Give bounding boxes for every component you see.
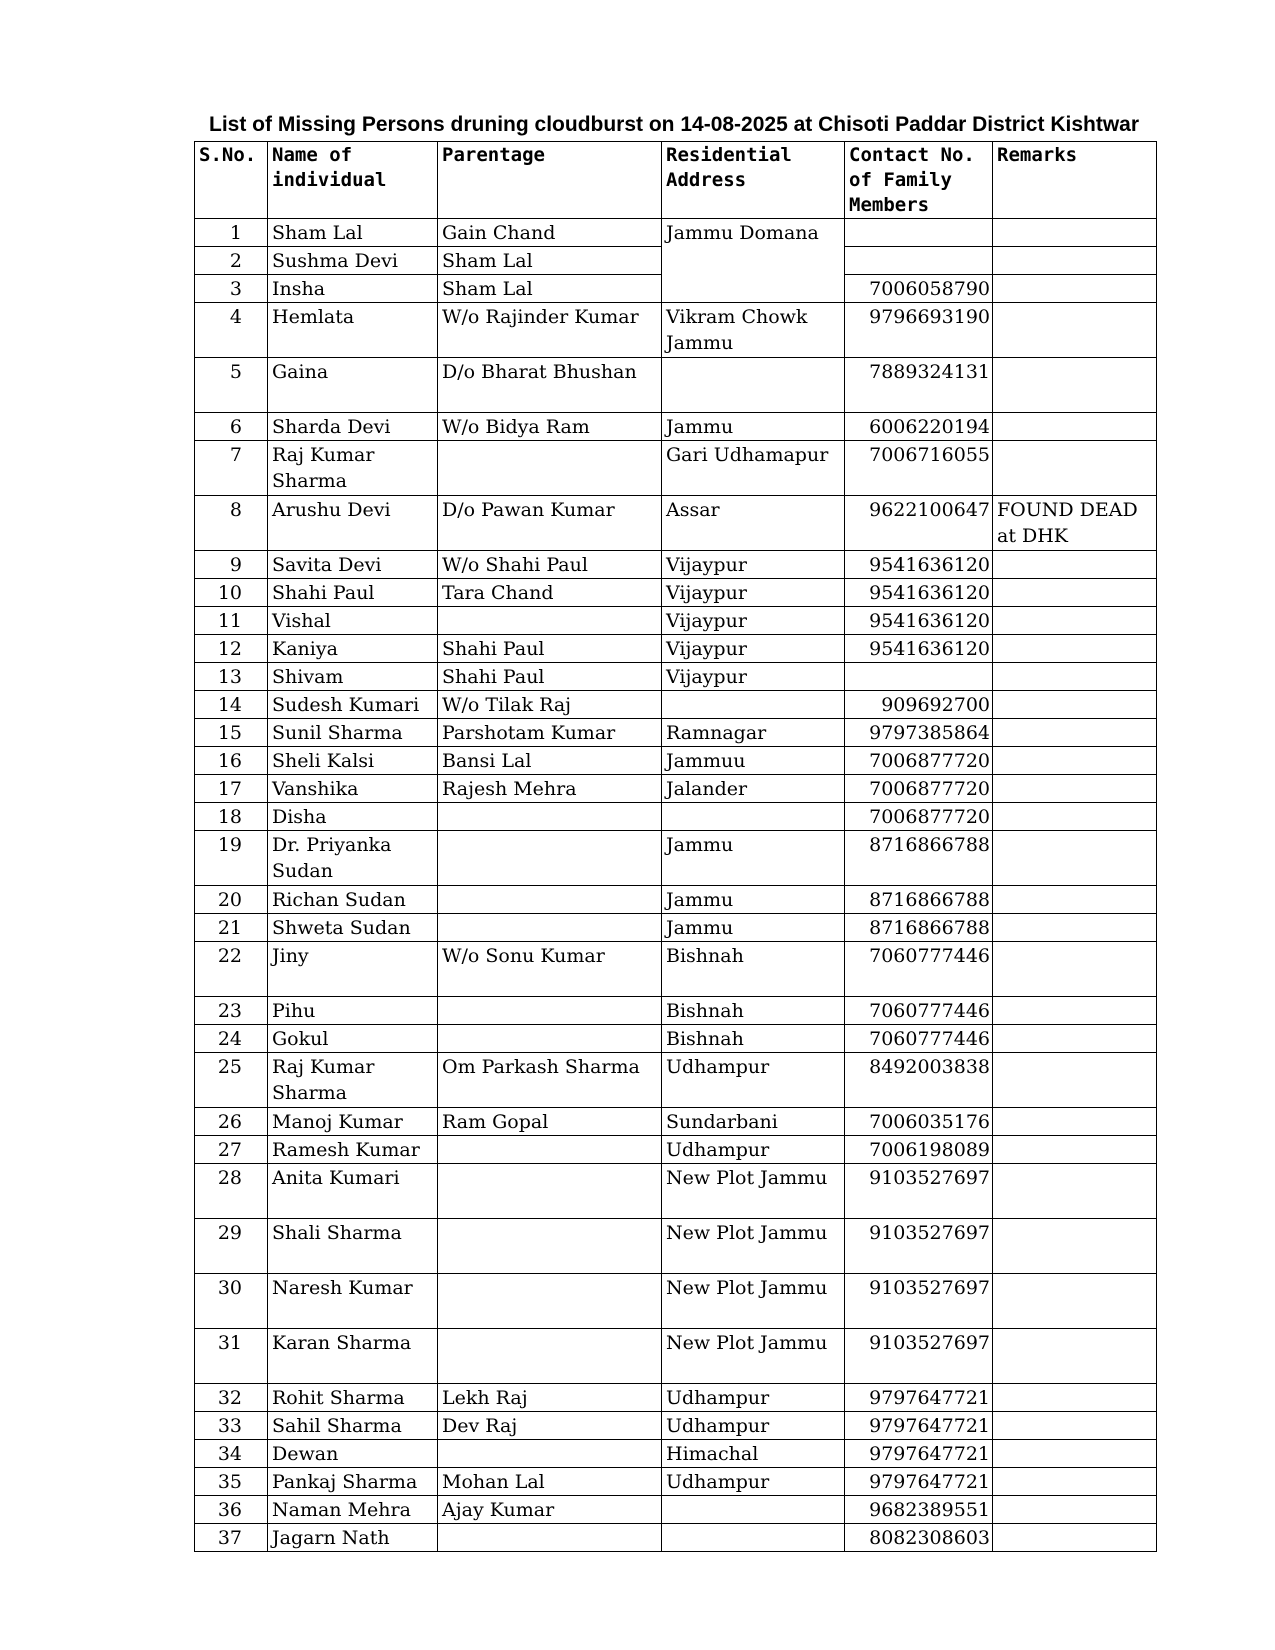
cell-address: Vijaypur [662, 635, 845, 663]
cell-sno: 22 [195, 942, 268, 997]
cell-address: Ramnagar [662, 719, 845, 747]
cell-sno: 9 [195, 551, 268, 579]
cell-remarks [993, 997, 1157, 1025]
cell-sno: 1 [195, 219, 268, 247]
cell-contact: 7006035176 [845, 1108, 993, 1136]
cell-parentage: Gain Chand [438, 219, 662, 247]
table-row [195, 719, 1157, 747]
cell-name: Raj Kumar Sharma [268, 1053, 438, 1108]
table-row [195, 663, 1157, 691]
cell-contact: 9797647721 [845, 1412, 993, 1440]
table-row [195, 775, 1157, 803]
cell-remarks [993, 1496, 1157, 1524]
cell-sno: 34 [195, 1440, 268, 1468]
cell-name: Sushma Devi [268, 247, 438, 275]
cell-parentage [438, 1219, 662, 1274]
cell-name: Shivam [268, 663, 438, 691]
cell-sno: 14 [195, 691, 268, 719]
cell-contact: 9541636120 [845, 579, 993, 607]
cell-sno: 33 [195, 1412, 268, 1440]
table-row [195, 886, 1157, 914]
cell-contact: 9797647721 [845, 1384, 993, 1412]
cell-contact: 7060777446 [845, 997, 993, 1025]
cell-address: Jammu [662, 914, 845, 942]
cell-sno: 12 [195, 635, 268, 663]
cell-sno: 5 [195, 358, 268, 413]
cell-address: Gari Udhamapur [662, 441, 845, 496]
cell-address: Vijaypur [662, 663, 845, 691]
table-row [195, 1412, 1157, 1440]
cell-name: Shweta Sudan [268, 914, 438, 942]
table-row [195, 1164, 1157, 1219]
cell-contact: 7006877720 [845, 747, 993, 775]
cell-address: Jammu Domana [662, 219, 845, 303]
cell-contact: 9682389551 [845, 1496, 993, 1524]
table-row [195, 997, 1157, 1025]
cell-remarks [993, 1108, 1157, 1136]
cell-parentage [438, 1136, 662, 1164]
cell-contact: 9541636120 [845, 635, 993, 663]
cell-parentage: Lekh Raj [438, 1384, 662, 1412]
cell-name: Anita Kumari [268, 1164, 438, 1219]
table-row [195, 803, 1157, 831]
cell-name: Dr. Priyanka Sudan [268, 831, 438, 886]
cell-remarks [993, 747, 1157, 775]
cell-address: New Plot Jammu [662, 1274, 845, 1329]
cell-contact: 9622100647 [845, 496, 993, 551]
cell-contact: 8716866788 [845, 914, 993, 942]
table-row [195, 914, 1157, 942]
cell-remarks [993, 358, 1157, 413]
cell-address: Udhampur [662, 1468, 845, 1496]
cell-parentage [438, 441, 662, 496]
cell-remarks [993, 1053, 1157, 1108]
cell-contact [845, 247, 993, 275]
cell-sno: 19 [195, 831, 268, 886]
cell-address: Sundarbani [662, 1108, 845, 1136]
cell-contact: 7006198089 [845, 1136, 993, 1164]
cell-name: Dewan [268, 1440, 438, 1468]
table-row [195, 413, 1157, 441]
cell-name: Sheli Kalsi [268, 747, 438, 775]
cell-contact: 7006877720 [845, 775, 993, 803]
table-row [195, 1384, 1157, 1412]
cell-sno: 18 [195, 803, 268, 831]
header-parentage: Parentage [438, 142, 662, 219]
cell-parentage [438, 886, 662, 914]
cell-parentage: Tara Chand [438, 579, 662, 607]
cell-contact: 7060777446 [845, 1025, 993, 1053]
cell-sno: 35 [195, 1468, 268, 1496]
cell-remarks [993, 914, 1157, 942]
cell-name: Pihu [268, 997, 438, 1025]
cell-contact: 9797647721 [845, 1440, 993, 1468]
table-row [195, 691, 1157, 719]
cell-sno: 20 [195, 886, 268, 914]
cell-parentage: Ram Gopal [438, 1108, 662, 1136]
cell-name: Sharda Devi [268, 413, 438, 441]
cell-name: Sudesh Kumari [268, 691, 438, 719]
cell-address: Jammuu [662, 747, 845, 775]
cell-remarks [993, 1136, 1157, 1164]
cell-contact: 909692700 [845, 691, 993, 719]
cell-address: Udhampur [662, 1053, 845, 1108]
cell-sno: 29 [195, 1219, 268, 1274]
cell-address [662, 691, 845, 719]
cell-sno: 36 [195, 1496, 268, 1524]
cell-contact: 8492003838 [845, 1053, 993, 1108]
cell-address: Jammu [662, 831, 845, 886]
cell-sno: 23 [195, 997, 268, 1025]
cell-contact [845, 663, 993, 691]
cell-remarks [993, 551, 1157, 579]
table-row [195, 831, 1157, 886]
table-row [195, 1329, 1157, 1384]
cell-name: Raj Kumar Sharma [268, 441, 438, 496]
cell-sno: 32 [195, 1384, 268, 1412]
header-contact: Contact No. of Family Members [845, 142, 993, 219]
cell-address: Bishnah [662, 1025, 845, 1053]
cell-remarks [993, 1384, 1157, 1412]
cell-remarks [993, 579, 1157, 607]
cell-address: New Plot Jammu [662, 1219, 845, 1274]
table-row [195, 219, 1157, 247]
cell-contact: 7006058790 [845, 275, 993, 303]
cell-parentage [438, 914, 662, 942]
cell-sno: 2 [195, 247, 268, 275]
cell-remarks: FOUND DEAD at DHK [993, 496, 1157, 551]
cell-remarks [993, 691, 1157, 719]
cell-parentage: Rajesh Mehra [438, 775, 662, 803]
cell-remarks [993, 1219, 1157, 1274]
cell-sno: 28 [195, 1164, 268, 1219]
cell-remarks [993, 663, 1157, 691]
cell-name: Manoj Kumar [268, 1108, 438, 1136]
cell-name: Pankaj Sharma [268, 1468, 438, 1496]
cell-parentage [438, 1164, 662, 1219]
cell-remarks [993, 831, 1157, 886]
cell-contact [845, 219, 993, 247]
cell-parentage [438, 1524, 662, 1552]
cell-name: Shali Sharma [268, 1219, 438, 1274]
cell-name: Sham Lal [268, 219, 438, 247]
cell-sno: 11 [195, 607, 268, 635]
cell-remarks [993, 1440, 1157, 1468]
table-row [195, 358, 1157, 413]
cell-sno: 27 [195, 1136, 268, 1164]
cell-name: Naresh Kumar [268, 1274, 438, 1329]
cell-sno: 3 [195, 275, 268, 303]
cell-name: Jagarn Nath [268, 1524, 438, 1552]
cell-remarks [993, 441, 1157, 496]
table-row [195, 747, 1157, 775]
cell-sno: 8 [195, 496, 268, 551]
cell-remarks [993, 247, 1157, 275]
cell-address: Vikram Chowk Jammu [662, 303, 845, 358]
cell-address: Jalander [662, 775, 845, 803]
table-row [195, 607, 1157, 635]
cell-parentage: D/o Bharat Bhushan [438, 358, 662, 413]
cell-address [662, 1496, 845, 1524]
cell-sno: 13 [195, 663, 268, 691]
cell-remarks [993, 219, 1157, 247]
table-row [195, 1108, 1157, 1136]
cell-name: Ramesh Kumar [268, 1136, 438, 1164]
table-row [195, 1496, 1157, 1524]
missing-persons-table [194, 141, 1157, 1552]
cell-address [662, 803, 845, 831]
cell-parentage: Dev Raj [438, 1412, 662, 1440]
cell-contact: 9103527697 [845, 1329, 993, 1384]
cell-sno: 16 [195, 747, 268, 775]
table-row [195, 579, 1157, 607]
header-sno: S.No. [195, 142, 268, 219]
cell-remarks [993, 719, 1157, 747]
cell-parentage [438, 1025, 662, 1053]
cell-name: Gokul [268, 1025, 438, 1053]
table-row [195, 496, 1157, 551]
cell-sno: 24 [195, 1025, 268, 1053]
cell-sno: 21 [195, 914, 268, 942]
cell-address [662, 358, 845, 413]
cell-name: Shahi Paul [268, 579, 438, 607]
cell-sno: 15 [195, 719, 268, 747]
table-row [195, 1025, 1157, 1053]
header-name: Name of individual [268, 142, 438, 219]
cell-contact: 9797647721 [845, 1468, 993, 1496]
cell-name: Vishal [268, 607, 438, 635]
cell-remarks [993, 1468, 1157, 1496]
document-title: List of Missing Persons druning cloudburst on 14-08-2025 at Chisoti Paddar District Kishtwar [209, 113, 1139, 136]
cell-contact: 8082308603 [845, 1524, 993, 1552]
cell-parentage: Bansi Lal [438, 747, 662, 775]
cell-name: Disha [268, 803, 438, 831]
table-row [195, 441, 1157, 496]
table-row [195, 1136, 1157, 1164]
cell-remarks [993, 942, 1157, 997]
cell-sno: 26 [195, 1108, 268, 1136]
cell-remarks [993, 303, 1157, 358]
cell-parentage [438, 803, 662, 831]
cell-name: Arushu Devi [268, 496, 438, 551]
cell-address [662, 1524, 845, 1552]
cell-name: Savita Devi [268, 551, 438, 579]
table-row [195, 1274, 1157, 1329]
table-header-row [195, 142, 1157, 219]
cell-name: Vanshika [268, 775, 438, 803]
cell-address: Bishnah [662, 942, 845, 997]
cell-sno: 7 [195, 441, 268, 496]
cell-address: Bishnah [662, 997, 845, 1025]
cell-parentage: D/o Pawan Kumar [438, 496, 662, 551]
cell-contact: 9797385864 [845, 719, 993, 747]
cell-sno: 10 [195, 579, 268, 607]
cell-name: Jiny [268, 942, 438, 997]
cell-parentage: Shahi Paul [438, 663, 662, 691]
cell-address: Jammu [662, 886, 845, 914]
cell-sno: 6 [195, 413, 268, 441]
cell-contact: 9796693190 [845, 303, 993, 358]
cell-parentage [438, 997, 662, 1025]
table-row [195, 551, 1157, 579]
cell-address: Vijaypur [662, 579, 845, 607]
cell-remarks [993, 803, 1157, 831]
cell-remarks [993, 413, 1157, 441]
cell-address: Assar [662, 496, 845, 551]
cell-parentage: Sham Lal [438, 247, 662, 275]
cell-name: Karan Sharma [268, 1329, 438, 1384]
cell-parentage [438, 831, 662, 886]
cell-parentage: Ajay Kumar [438, 1496, 662, 1524]
cell-parentage: W/o Shahi Paul [438, 551, 662, 579]
cell-contact: 7006716055 [845, 441, 993, 496]
cell-parentage [438, 1440, 662, 1468]
cell-contact: 9541636120 [845, 551, 993, 579]
table-row [195, 1468, 1157, 1496]
table-row [195, 635, 1157, 663]
cell-parentage: Parshotam Kumar [438, 719, 662, 747]
cell-name: Hemlata [268, 303, 438, 358]
cell-contact: 8716866788 [845, 886, 993, 914]
cell-parentage [438, 1329, 662, 1384]
cell-remarks [993, 275, 1157, 303]
cell-contact: 6006220194 [845, 413, 993, 441]
cell-sno: 30 [195, 1274, 268, 1329]
cell-name: Richan Sudan [268, 886, 438, 914]
cell-contact: 9541636120 [845, 607, 993, 635]
table-row [195, 1524, 1157, 1552]
cell-parentage: W/o Rajinder Kumar [438, 303, 662, 358]
cell-remarks [993, 1329, 1157, 1384]
cell-sno: 25 [195, 1053, 268, 1108]
cell-name: Sunil Sharma [268, 719, 438, 747]
cell-parentage: Om Parkash Sharma [438, 1053, 662, 1108]
table-row [195, 303, 1157, 358]
cell-contact: 9103527697 [845, 1164, 993, 1219]
cell-address: Vijaypur [662, 607, 845, 635]
cell-remarks [993, 775, 1157, 803]
cell-remarks [993, 1524, 1157, 1552]
cell-sno: 37 [195, 1524, 268, 1552]
cell-contact: 8716866788 [845, 831, 993, 886]
cell-remarks [993, 1274, 1157, 1329]
cell-remarks [993, 1164, 1157, 1219]
cell-name: Insha [268, 275, 438, 303]
cell-address: New Plot Jammu [662, 1329, 845, 1384]
cell-address: Himachal [662, 1440, 845, 1468]
cell-remarks [993, 1025, 1157, 1053]
cell-sno: 17 [195, 775, 268, 803]
cell-parentage: W/o Tilak Raj [438, 691, 662, 719]
cell-address: Udhampur [662, 1412, 845, 1440]
cell-name: Kaniya [268, 635, 438, 663]
cell-sno: 31 [195, 1329, 268, 1384]
cell-contact: 9103527697 [845, 1219, 993, 1274]
header-remarks: Remarks [993, 142, 1157, 219]
cell-name: Gaina [268, 358, 438, 413]
cell-contact: 7006877720 [845, 803, 993, 831]
table-row [195, 942, 1157, 997]
cell-remarks [993, 635, 1157, 663]
cell-contact: 7060777446 [845, 942, 993, 997]
cell-address: New Plot Jammu [662, 1164, 845, 1219]
cell-address: Udhampur [662, 1384, 845, 1412]
cell-parentage: Mohan Lal [438, 1468, 662, 1496]
cell-contact: 7889324131 [845, 358, 993, 413]
cell-address: Udhampur [662, 1136, 845, 1164]
header-address: Residential Address [662, 142, 845, 219]
cell-address: Vijaypur [662, 551, 845, 579]
cell-sno: 4 [195, 303, 268, 358]
cell-parentage: Sham Lal [438, 275, 662, 303]
table-row [195, 1053, 1157, 1108]
cell-parentage: W/o Bidya Ram [438, 413, 662, 441]
cell-parentage: W/o Sonu Kumar [438, 942, 662, 997]
table-row [195, 1440, 1157, 1468]
cell-remarks [993, 886, 1157, 914]
cell-name: Rohit Sharma [268, 1384, 438, 1412]
cell-name: Sahil Sharma [268, 1412, 438, 1440]
cell-remarks [993, 607, 1157, 635]
cell-parentage: Shahi Paul [438, 635, 662, 663]
cell-contact: 9103527697 [845, 1274, 993, 1329]
cell-remarks [993, 1412, 1157, 1440]
cell-address: Jammu [662, 413, 845, 441]
table-row [195, 1219, 1157, 1274]
cell-name: Naman Mehra [268, 1496, 438, 1524]
cell-parentage [438, 1274, 662, 1329]
cell-parentage [438, 607, 662, 635]
